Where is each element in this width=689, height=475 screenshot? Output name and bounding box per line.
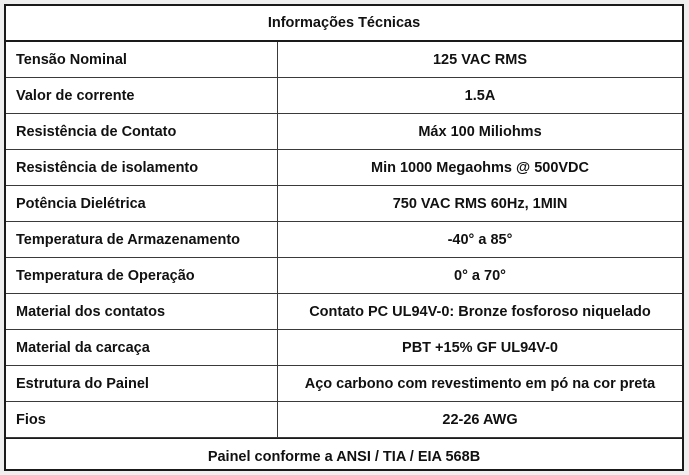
table-footer-row xyxy=(6,438,682,475)
row-label: Valor de corrente xyxy=(6,78,278,113)
row-label: Temperatura de Armazenamento xyxy=(6,222,278,257)
row-label: Fios xyxy=(6,402,278,437)
row-label: Tensão Nominal xyxy=(6,42,278,77)
table-row xyxy=(6,294,682,330)
table-footer-note: Painel conforme a ANSI / TIA / EIA 568B xyxy=(207,449,481,465)
table-row xyxy=(6,186,682,222)
row-label: Estrutura do Painel xyxy=(6,366,278,401)
table-row xyxy=(6,330,682,366)
row-value: 1.5A xyxy=(464,87,496,104)
table-row xyxy=(6,78,682,114)
row-value: -40° a 85° xyxy=(447,231,513,248)
row-value: Min 1000 Megaohms @ 500VDC xyxy=(370,159,590,176)
table-header-row xyxy=(6,6,682,42)
table-row xyxy=(6,258,682,294)
row-label: Temperatura de Operação xyxy=(6,258,278,293)
row-value: Contato PC UL94V-0: Bronze fosforoso niquelado xyxy=(309,303,651,320)
row-value: 0° a 70° xyxy=(454,267,506,284)
table-title: Informações Técnicas xyxy=(267,15,421,31)
table-row xyxy=(6,222,682,258)
row-value: Máx 100 Miliohms xyxy=(418,123,542,140)
row-value: PBT +15% GF UL94V-0 xyxy=(402,339,558,356)
table-row xyxy=(6,366,682,402)
row-label: Material dos contatos xyxy=(6,294,278,329)
row-value: 125 VAC RMS xyxy=(432,51,527,68)
table-row xyxy=(6,114,682,150)
row-value: Aço carbono com revestimento em pó na cor preta xyxy=(304,375,656,392)
table-row xyxy=(6,402,682,438)
row-label: Resistência de isolamento xyxy=(6,150,278,185)
technical-info-table xyxy=(4,4,684,471)
row-label: Potência Dielétrica xyxy=(6,186,278,221)
row-label: Material da carcaça xyxy=(6,330,278,365)
table-row xyxy=(6,42,682,78)
row-value: 750 VAC RMS 60Hz, 1MIN xyxy=(392,195,568,212)
row-value: 22-26 AWG xyxy=(442,411,518,428)
row-label: Resistência de Contato xyxy=(6,114,278,149)
table-row xyxy=(6,150,682,186)
